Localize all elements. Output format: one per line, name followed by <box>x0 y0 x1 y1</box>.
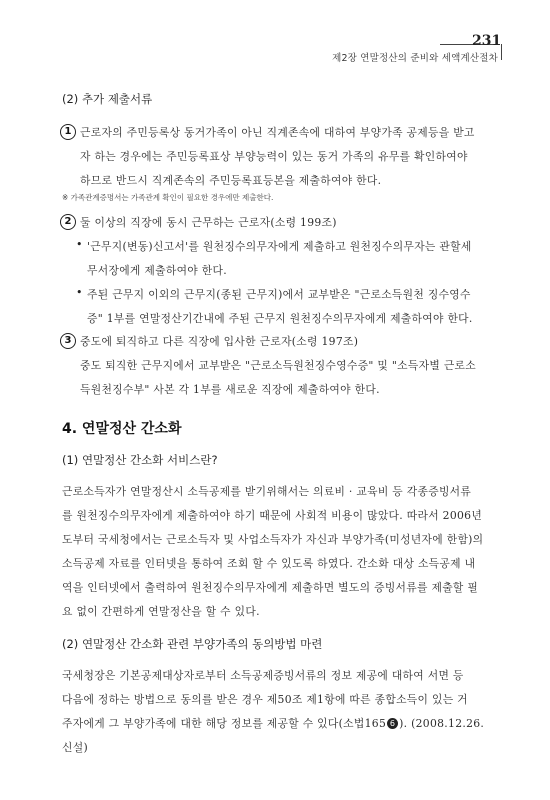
bullet2-line: 증" 1부를 연말정산기간내에 주된 근무지 원천징수의무자에게 제출하여야 한다. <box>87 312 473 325</box>
section-heading-additional-documents: (2) 추가 제출서류 <box>62 92 153 106</box>
paragraph-line: 역을 인터넷에서 출력하여 원천징수의무자에게 제출하면 별도의 증빙서류를 제출할 필 <box>62 581 479 594</box>
chapter-title: 제2장 연말정산의 준비와 세액계산절차 <box>332 53 498 64</box>
header-bracket <box>501 44 502 60</box>
item1-line: 근로자의 주민등록상 동거가족이 아닌 직계존속에 대하여 부양가족 공제등을 받고 <box>80 126 475 139</box>
circled-number-1: 1 <box>60 124 76 140</box>
page-number: 231 <box>472 33 502 49</box>
bullet-dot: • <box>76 238 83 251</box>
item1-line: 자 하는 경우에는 주민등록표상 부양능력이 있는 동거 가족의 유무를 확인하여야 <box>80 150 468 163</box>
footnote-family-certificate: ※ 가족관계증명서는 가족관계 확인이 필요한 경우에만 제출한다. <box>62 193 274 202</box>
item1-line: 하므로 반드시 직계존속의 주민등록표등본을 제출하여야 한다. <box>80 174 382 187</box>
paragraph-line: 신설) <box>62 741 88 754</box>
subsection-heading-service: (1) 연말정산 간소화 서비스란? <box>62 453 218 467</box>
item3-line: 중도 퇴직한 근무지에서 교부받은 "근로소득원천징수영수증" 및 "소득자별 근로소 <box>80 359 477 372</box>
line-text: ). (2008.12.26. <box>399 717 485 730</box>
paragraph-line: 국세청장은 기본공제대상자로부터 소득공제증빙서류의 정보 제공에 대하여 서면 등 <box>62 669 464 682</box>
subsection-heading-consent: (2) 연말정산 간소화 관련 부양가족의 동의방법 마련 <box>62 637 323 651</box>
paragraph-line-with-marker <box>62 716 484 731</box>
section-heading-simplification: 4. 연말정산 간소화 <box>62 421 182 437</box>
item3-title: 중도에 퇴직하고 다른 직장에 입사한 근로자(소령 197조) <box>80 335 359 348</box>
paragraph-line: 요 없이 간편하게 연말정산을 할 수 있다. <box>62 605 260 618</box>
item3-line: 득원천징수부" 사본 각 1부를 새로운 직장에 제출하여야 한다. <box>80 383 380 396</box>
bullet-dot: • <box>76 286 83 299</box>
item2-title: 둘 이상의 직장에 동시 근무하는 근로자(소령 199조) <box>80 216 337 229</box>
bullet1-line: 무서장에게 제출하여야 한다. <box>87 264 227 277</box>
paragraph-line: 소득공제 자료를 인터넷을 통하여 조회 할 수 있도록 하였다. 간소화 대상 소득공제 내 <box>62 557 476 570</box>
paragraph-line: 도부터 국세청에서는 근로소득자 및 사업소득자가 자신과 부양가족(미성년자에 한함)의 <box>62 533 484 546</box>
bullet2-line: 주된 근무지 이외의 근무지(종된 근무지)에서 교부받은 "근로소득원천 징수영수 <box>87 288 471 301</box>
circled-number-2: 2 <box>60 214 76 230</box>
circled-number-3: 3 <box>60 333 76 349</box>
paragraph-line: 근로소득자가 연말정산시 소득공제를 받기위해서는 의료비 · 교육비 등 각종증빙서류 <box>62 485 472 498</box>
paragraph-line: 다음에 정하는 방법으로 동의를 받은 경우 제50조 제1항에 따른 종합소득이 있는 거 <box>62 693 468 706</box>
bullet1-line: '근무지(변동)신고서'를 원천징수의무자에게 제출하고 원천징수의무자는 관할세 <box>87 240 472 253</box>
paragraph-line: 를 원천징수의무자에게 제출하여야 하기 때문에 사회적 비용이 많았다. 따라서 2006년 <box>62 509 483 522</box>
line-text: 주자에게 그 부양가족에 대한 해당 정보를 제공할 수 있다(소법165 <box>62 717 387 730</box>
filled-circled-number-6: 6 <box>387 718 398 729</box>
